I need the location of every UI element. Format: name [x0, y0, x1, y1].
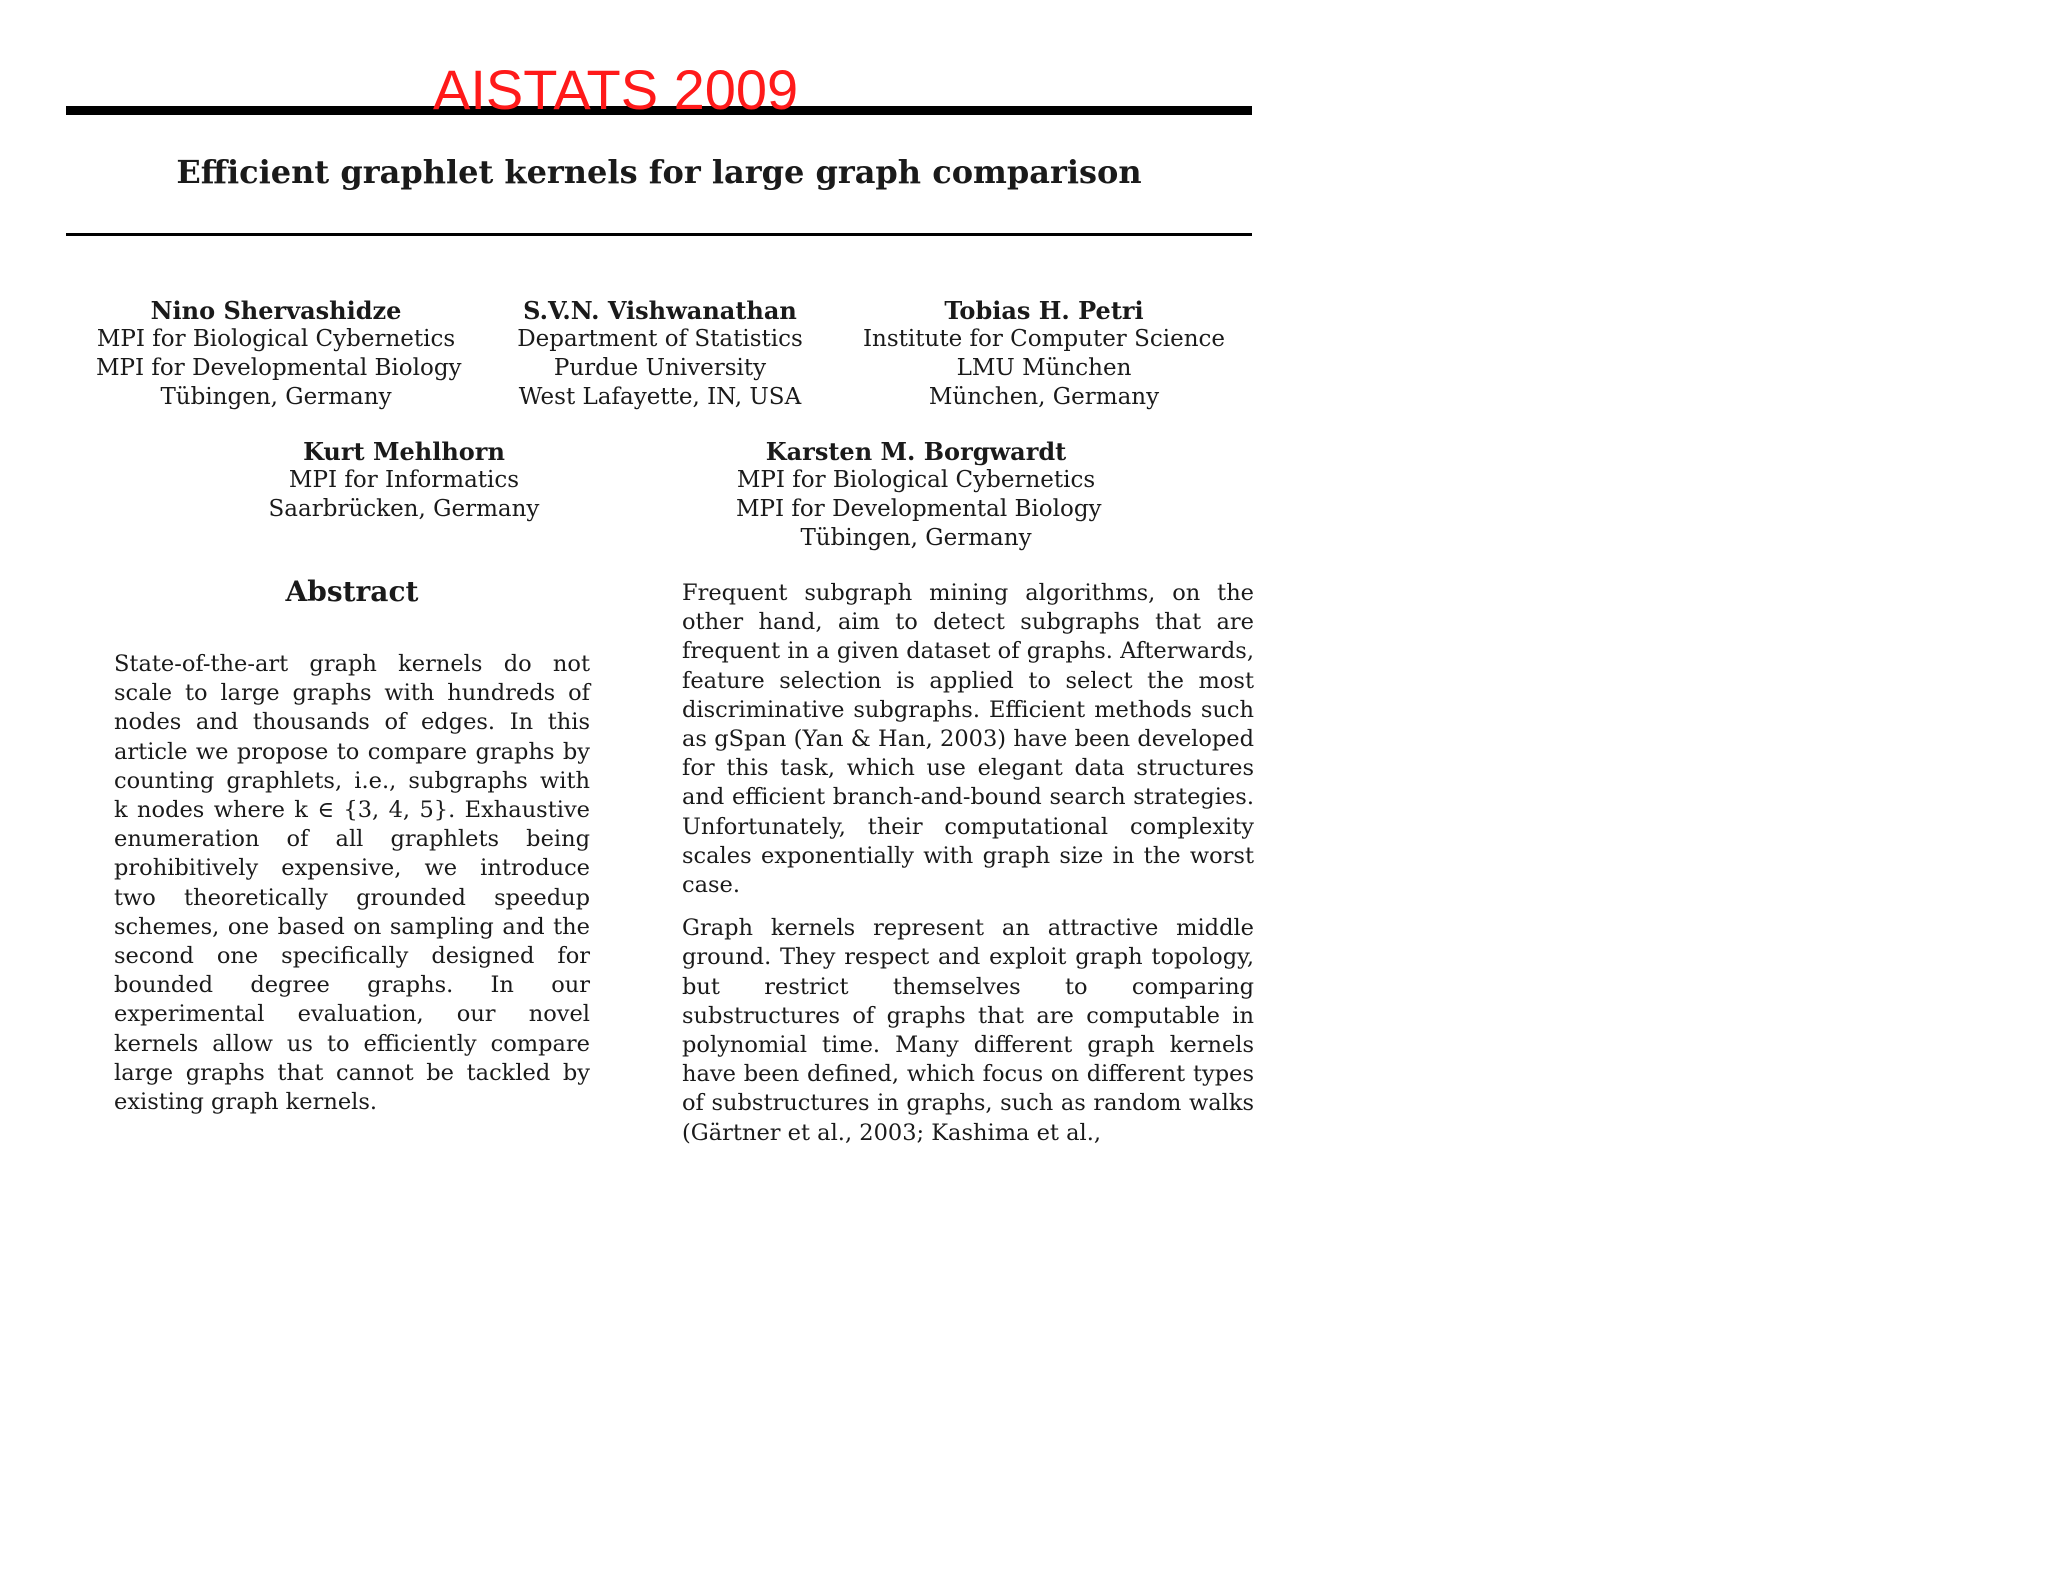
body-paragraph: Frequent subgraph mining algorithms, on the other hand, aim to detect subgraphs that are frequent in a given dataset of graphs. Afterwards, feature selection is applied to select the most discriminative subgraphs. Efficient methods such as gSpan (Yan & Han, 2003) have been developed for this task, which use elegant data structures and efficient branch-and-bound search strategies. Unfortunately, their computational complexity scales exponentially with graph size in the worst case.: [682, 580, 1254, 899]
paper-title: Efficient graphlet kernels for large graph comparison: [176, 153, 1142, 191]
body-paragraph: Graph kernels represent an attractive middle ground. They respect and exploit graph topology, but restrict themselves to comparing substructures of graphs that are computable in polynomial time. Many different graph kernels have been defined, which focus on different types of substructures in graphs, such as random walks (Gärtner et al., 2003; Kashima et al.,: [682, 915, 1254, 1146]
author-affiliation: München, Germany: [928, 384, 1160, 410]
author-block: [480, 296, 840, 412]
author-name: S.V.N. Vishwanathan: [523, 296, 797, 325]
author-affiliation: Department of Statistics: [517, 326, 803, 352]
author-affiliation: MPI for Biological Cybernetics: [96, 326, 456, 352]
author-block: [862, 296, 1226, 412]
author-affiliation: Institute for Computer Science: [862, 326, 1226, 352]
author-block: [96, 296, 462, 412]
author-name: Kurt Mehlhorn: [303, 437, 505, 466]
author-affiliation: MPI for Developmental Biology: [736, 496, 1102, 522]
author-name: Karsten M. Borgwardt: [765, 437, 1067, 466]
author-name: Tobias H. Petri: [944, 296, 1144, 325]
author-affiliation: Tübingen, Germany: [800, 525, 1032, 551]
author-affiliation: Tübingen, Germany: [160, 384, 392, 410]
author-block: [224, 437, 584, 524]
abstract-text: State-of-the-art graph kernels do not scale to large graphs with hundreds of nodes and thousands of edges. In this article we propose to compare graphs by counting graphlets, i.e., subgraphs with k nodes where k ∈ {3, 4, 5}. Exhaustive enumeration of all graphlets being prohibitively expensive, we introduce two theoretically grounded speedup schemes, one based on sampling and the second one specifically designed for bounded degree graphs. In our experimental evaluation, our novel kernels allow us to efficiently compare large graphs that cannot be tackled by existing graph kernels.: [114, 651, 590, 1116]
author-affiliation: Saarbrücken, Germany: [268, 496, 540, 522]
author-affiliation: MPI for Informatics: [288, 467, 520, 493]
author-affiliation: MPI for Biological Cybernetics: [736, 467, 1096, 493]
abstract-heading: Abstract: [285, 575, 419, 608]
body-column: [682, 579, 1254, 1162]
author-affiliation: West Lafayette, IN, USA: [518, 384, 802, 410]
author-name: Nino Shervashidze: [150, 296, 402, 325]
title-bottom-rule: [66, 233, 1252, 236]
conference-label: AISTATS 2009: [433, 58, 799, 121]
author-affiliation: LMU München: [956, 355, 1132, 381]
author-affiliation: Purdue University: [553, 355, 767, 381]
author-affiliation: MPI for Developmental Biology: [96, 355, 462, 381]
author-block: [736, 437, 1102, 553]
